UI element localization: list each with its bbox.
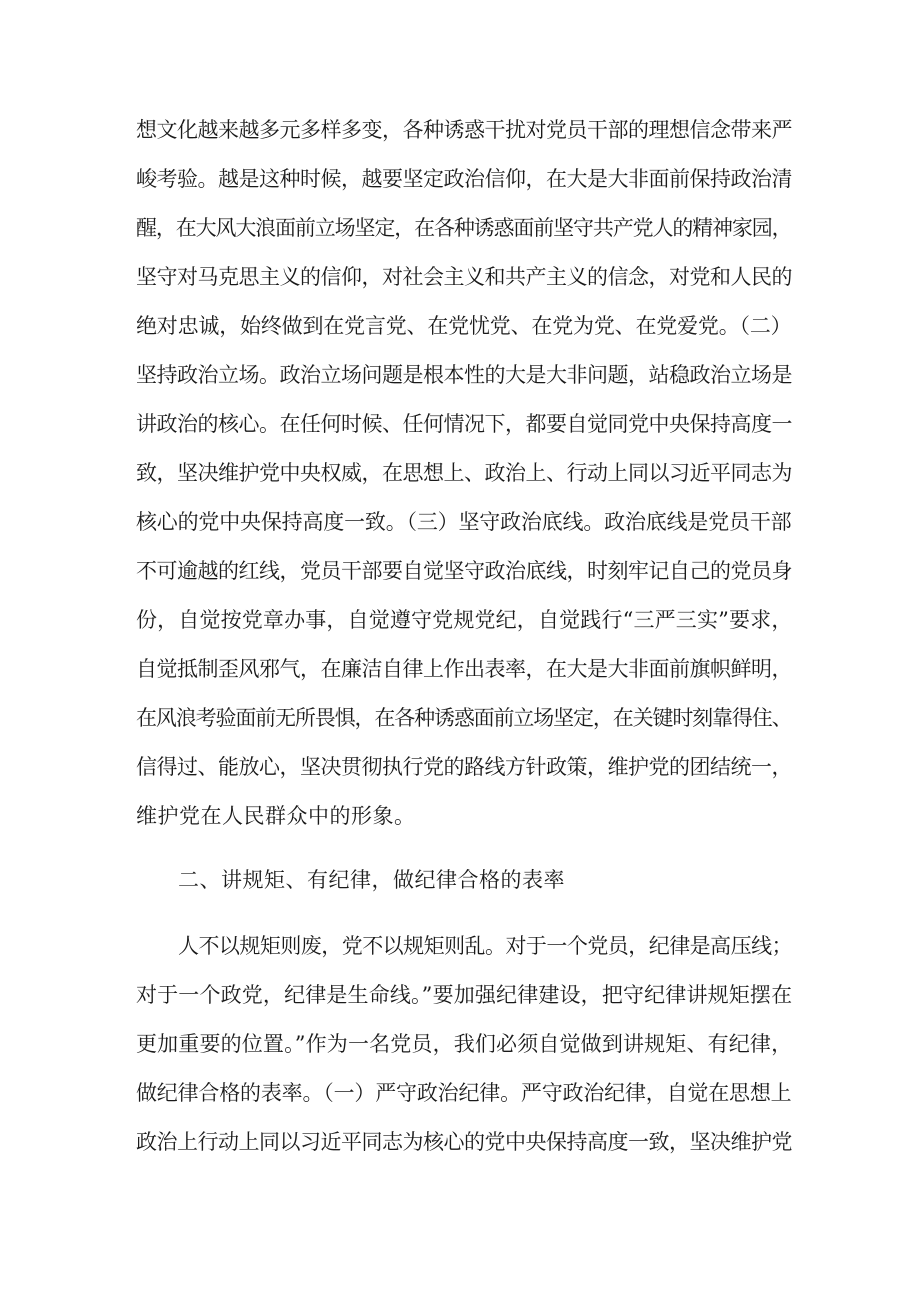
section-heading: 二、讲规矩、有纪律，做纪律合格的表率	[178, 868, 565, 892]
paragraph-line: 想文化越来越多元多样多变，各种诱惑干扰对党员干部的理想信念带来严	[136, 118, 792, 142]
paragraph-line: 人不以规矩则废，党不以规矩则乱。对于一个党员，纪律是高压线；	[178, 934, 792, 958]
paragraph-line: 自觉抵制歪风邪气，在廉洁自律上作出表率，在大是大非面前旗帜鲜明，	[136, 657, 792, 681]
paragraph-line: 坚持政治立场。政治立场问题是根本性的大是大非问题，站稳政治立场是	[136, 363, 792, 387]
paragraph-line: 在风浪考验面前无所畏惧，在各种诱惑面前立场坚定，在关键时刻靠得住、	[136, 706, 792, 730]
paragraph-line: 坚守对马克思主义的信仰，对社会主义和共产主义的信念，对党和人民的	[136, 265, 792, 289]
paragraph-line: 峻考验。越是这种时候，越要坚定政治信仰，在大是大非面前保持政治清	[136, 167, 792, 191]
paragraph-line: 政治上行动上同以习近平同志为核心的党中央保持高度一致，坚决维护党	[136, 1130, 792, 1154]
paragraph-line: 份，自觉按党章办事，自觉遵守党规党纪，自觉践行“三严三实”要求，	[136, 608, 793, 632]
paragraph-line: 做纪律合格的表率。（一）严守政治纪律。严守政治纪律，自觉在思想上	[136, 1081, 792, 1105]
paragraph-line: 核心的党中央保持高度一致。（三）坚守政治底线。政治底线是党员干部	[136, 510, 792, 534]
paragraph-line: 对于一个政党，纪律是生命线。”要加强纪律建设，把守纪律讲规矩摆在	[136, 983, 793, 1007]
paragraph-line: 维护党在人民群众中的形象。	[136, 804, 416, 828]
paragraph-line: 绝对忠诚，始终做到在党言党、在党忧党、在党为党、在党爱党。（二）	[136, 314, 792, 338]
paragraph-line: 信得过、能放心，坚决贯彻执行党的路线方针政策，维护党的团结统一，	[136, 755, 792, 779]
paragraph-line: 讲政治的核心。在任何时候、任何情况下，都要自觉同党中央保持高度一	[136, 412, 792, 436]
paragraph-line: 不可逾越的红线，党员干部要自觉坚守政治底线，时刻牢记自己的党员身	[136, 559, 792, 583]
paragraph-line: 更加重要的位置。”作为一名党员，我们必须自觉做到讲规矩、有纪律，	[136, 1032, 793, 1056]
paragraph-line: 醒，在大风大浪面前立场坚定，在各种诱惑面前坚守共产党人的精神家园，	[136, 216, 792, 240]
paragraph-line: 致，坚决维护党中央权威，在思想上、政治上、行动上同以习近平同志为	[136, 461, 792, 485]
